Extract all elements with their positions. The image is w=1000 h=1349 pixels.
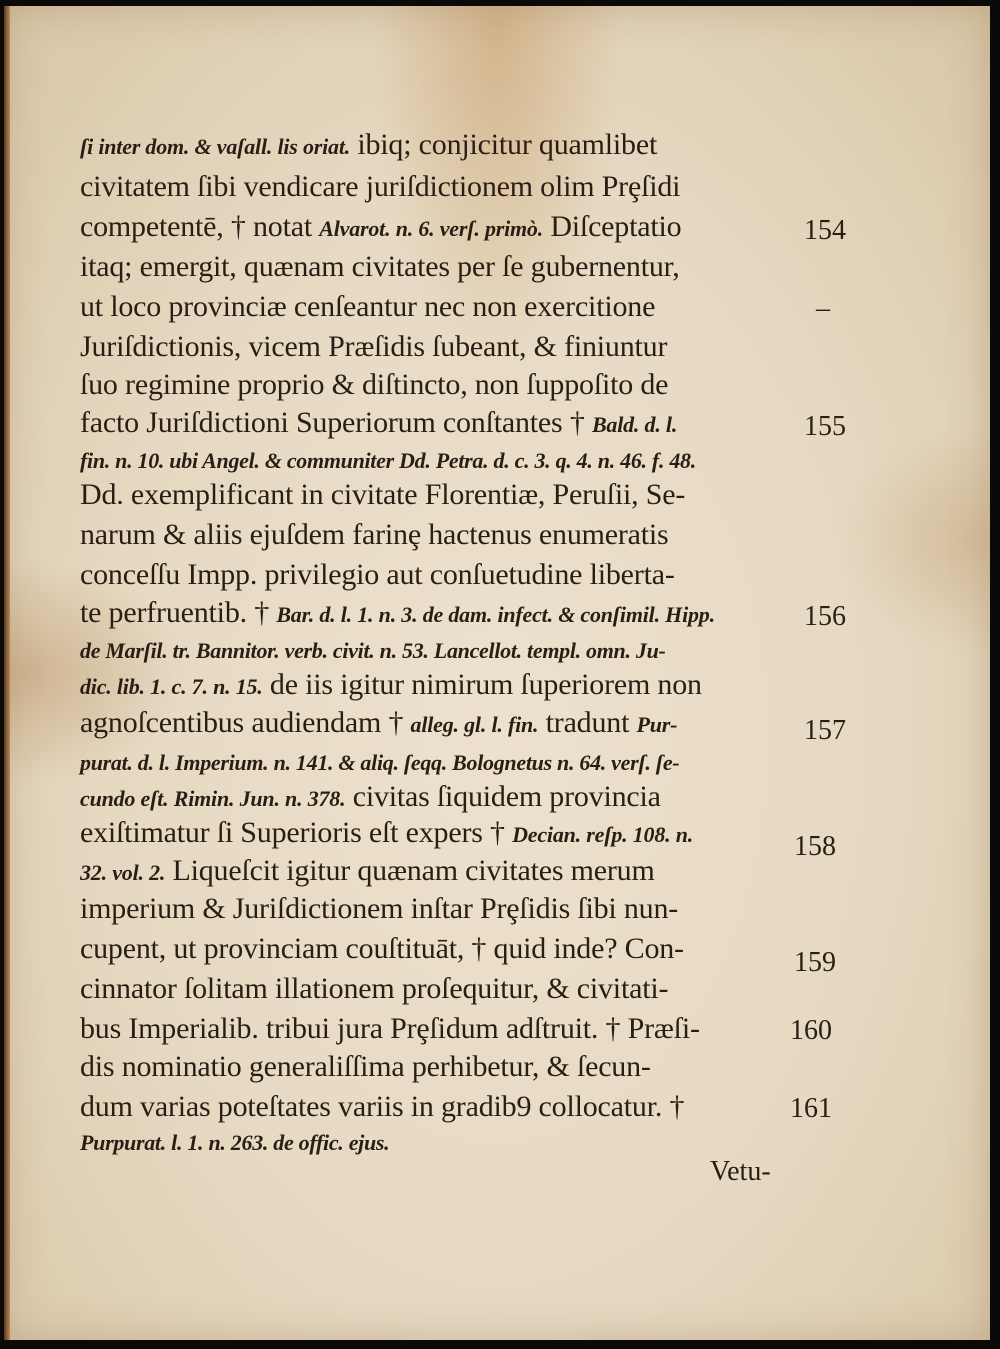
text-line-11: narum & aliis ejuſdem farinȩ hactenus enumeratis bbox=[80, 518, 669, 551]
citation: ſi inter dom. & vaſall. lis oriat. bbox=[80, 134, 351, 159]
text-line-5: ut loco provinciæ cenſeantur nec non exercitione bbox=[80, 290, 656, 323]
text-line-2: civitatem ſibi vendicare juriſdictionem olim Prȩſidi bbox=[80, 170, 681, 203]
margin-number-160: 160 bbox=[790, 1015, 832, 1046]
text-run: competentē, † notat bbox=[80, 210, 320, 243]
text-run: Liqueſcit igitur quænam civitates merum bbox=[165, 854, 655, 887]
citation-line-9: fin. n. 10. ubi Angel. & communiter Dd. Petra. d. c. 3. q. 4. n. 46. f. 48. bbox=[80, 448, 696, 473]
text-run: civitas ſiquidem provincia bbox=[345, 780, 661, 813]
citation-line-27: Purpurat. l. 1. n. 263. de offic. ejus. bbox=[80, 1130, 390, 1155]
text-run: de iis igitur nimirum ſuperiorem non bbox=[262, 668, 702, 701]
text-run: agnoſcentibus audiendam † bbox=[80, 706, 411, 739]
margin-number-158: 158 bbox=[794, 831, 836, 862]
text-line-18 bbox=[80, 778, 814, 818]
margin-number-159: 159 bbox=[794, 947, 836, 978]
text-run: Diſceptatio bbox=[543, 210, 682, 243]
text-line-6: Juriſdictionis, vicem Præſidis ſubeant, & finiuntur bbox=[80, 330, 668, 363]
margin-number-155: 155 bbox=[804, 411, 846, 442]
margin-number-156: 156 bbox=[804, 601, 846, 632]
citation: Pur- bbox=[636, 712, 678, 737]
citation: 32. vol. 2. bbox=[80, 860, 166, 885]
catchword: Vetu- bbox=[710, 1156, 771, 1187]
text-run: facto Juriſdictioni Superiorum conſtantes † bbox=[80, 406, 592, 439]
text-line-23: cinnator ſolitam illationem proſequitur, & civitati- bbox=[80, 972, 669, 1005]
text-line-22: cupent, ut provinciam couſtituāt, † quid inde? Con- bbox=[80, 932, 684, 965]
margin-dash: – bbox=[816, 293, 830, 324]
citation: Bar. d. l. 1. n. 3. de dam. infect. & conſimil. Hipp. bbox=[276, 602, 715, 627]
citation-line-14: de Marſil. tr. Bannitor. verb. civit. n. 53. Lancellot. templ. omn. Ju- bbox=[80, 638, 666, 663]
text-line-15 bbox=[80, 666, 814, 706]
margin-number-161: 161 bbox=[790, 1093, 832, 1124]
text-line-1 bbox=[80, 126, 814, 166]
citation: alleg. gl. l. fin. bbox=[410, 712, 539, 737]
text-line-16 bbox=[80, 704, 814, 744]
text-line-13 bbox=[80, 594, 814, 634]
citation-line-17: purat. d. l. Imperium. n. 141. & aliq. ſeqq. Bolognetus n. 64. verſ. ſe- bbox=[80, 750, 680, 775]
text-line-10: Dd. exemplificant in civitate Florentiæ, Peruſii, Se- bbox=[80, 478, 686, 511]
text-line-21: imperium & Juriſdictionem inſtar Prȩſidis ſibi nun- bbox=[80, 892, 679, 925]
text-line-20 bbox=[80, 852, 814, 892]
citation: Bald. d. l. bbox=[591, 412, 678, 437]
text-line-19 bbox=[80, 814, 814, 854]
text-line-25: dis nominatio generaliſſima perhibetur, & ſecun- bbox=[80, 1050, 651, 1083]
citation: dic. lib. 1. c. 7. n. 15. bbox=[80, 674, 263, 699]
text-line-7: ſuo regimine proprio & diſtincto, non ſuppoſito de bbox=[80, 368, 669, 401]
text-line-26: dum varias poteſtates variis in gradib9 collocatur. † bbox=[80, 1090, 685, 1123]
text-line-24: bus Imperialib. tribui jura Prȩſidum adſtruit. † Præſi- bbox=[80, 1012, 700, 1045]
text-run: ibiq; conjicitur quamlibet bbox=[350, 128, 658, 161]
page-binding-edge bbox=[4, 6, 10, 1340]
text-run: te perfruentib. † bbox=[80, 596, 277, 629]
citation: Decian. reſp. 108. n. bbox=[512, 822, 694, 847]
text-line-3 bbox=[80, 208, 814, 248]
margin-number-154: 154 bbox=[804, 215, 846, 246]
text-run: tradunt bbox=[538, 706, 637, 739]
text-run: exiſtimatur ſi Superioris eſt expers † bbox=[80, 816, 513, 849]
text-line-8 bbox=[80, 404, 814, 444]
text-line-4: itaq; emergit, quænam civitates per ſe gubernentur, bbox=[80, 250, 680, 283]
book-page bbox=[4, 6, 990, 1340]
text-line-12: conceſſu Impp. privilegio aut conſuetudine liberta- bbox=[80, 558, 675, 591]
citation: cundo eſt. Rimin. Jun. n. 378. bbox=[80, 786, 346, 811]
citation: Alvarot. n. 6. verſ. primò. bbox=[319, 216, 544, 241]
margin-number-157: 157 bbox=[804, 715, 846, 746]
